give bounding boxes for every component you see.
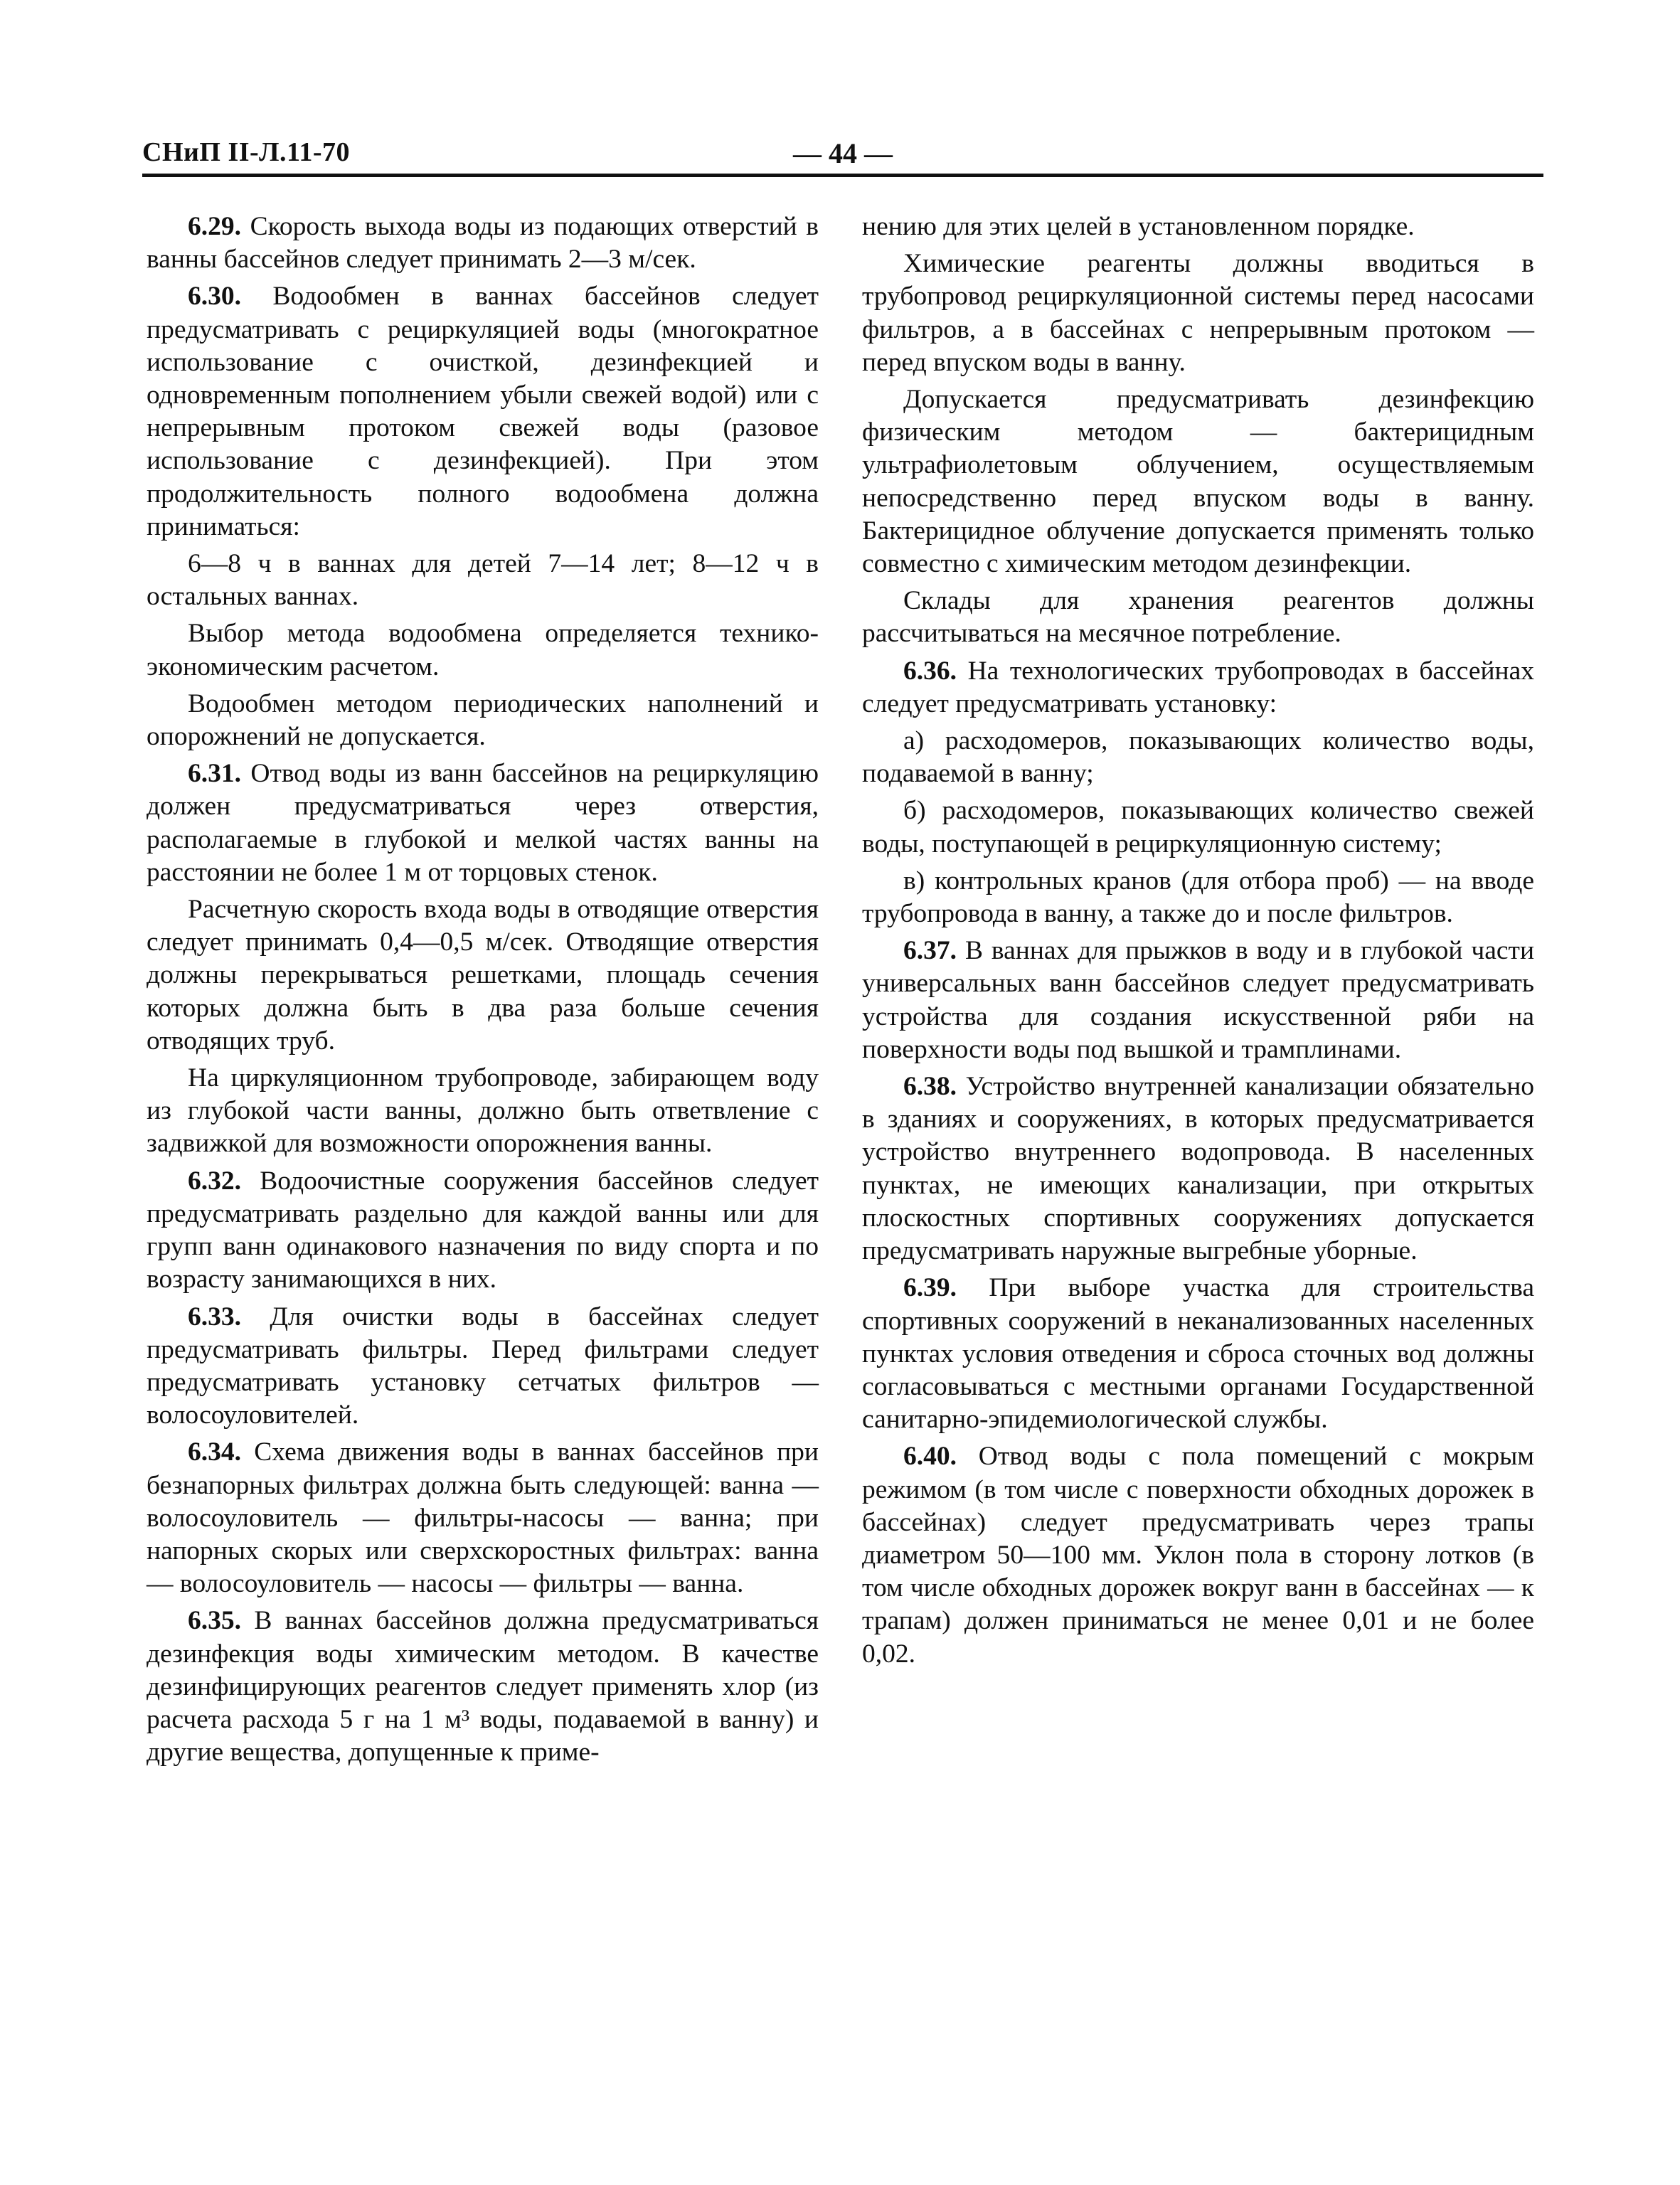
text-paragraph bbox=[862, 865, 1534, 930]
text-paragraph bbox=[147, 893, 819, 1058]
clause-number: 6.38. bbox=[903, 1072, 957, 1102]
clause-number: 6.29. bbox=[188, 212, 241, 241]
clause-number: 6.33. bbox=[188, 1302, 241, 1331]
clause-paragraph bbox=[147, 1605, 819, 1769]
paragraph-text: В ваннах для прыжков в воду и в глубокой части универсальных ванн бассейнов следует предусматривать устройства для создания искусственной ряби на поверхности воды под вышкой и трамплинами. bbox=[862, 936, 1535, 1064]
text-paragraph bbox=[862, 211, 1534, 243]
clause-number: 6.40. bbox=[903, 1442, 957, 1472]
clause-paragraph bbox=[147, 1436, 819, 1600]
paragraph-text: а) расходомеров, показывающих количество воды, подаваемой в ванну; bbox=[862, 726, 1534, 789]
text-paragraph bbox=[147, 688, 819, 753]
paragraph-text: Выбор метода водообмена определяется технико-экономическим расчетом. bbox=[147, 619, 819, 681]
paragraph-text: В ваннах бассейнов должна предусматриваться дезинфекция воды химическим методом. В качестве дезинфицирующих реагентов следует применять хлор (из расчета расхода 5 г на 1 м³ воды, подаваемой в ванну) и другие вещества, допущенные к приме- bbox=[147, 1606, 819, 1767]
text-paragraph bbox=[862, 725, 1534, 790]
text-paragraph bbox=[147, 617, 819, 683]
paragraph-text: Химические реагенты должны вводиться в трубопровод рециркуляционной системы перед насосами фильтров, а в бассейнах с непрерывным протоком — перед впуском воды в ванну. bbox=[862, 249, 1534, 377]
text-paragraph bbox=[147, 548, 819, 613]
clause-paragraph bbox=[147, 757, 819, 889]
clause-paragraph bbox=[147, 1301, 819, 1432]
paragraph-text: Для очистки воды в бассейнах следует предусматривать фильтры. Перед фильтрами следует предусматривать установку сетчатых фильтров — волосоуловителей. bbox=[147, 1302, 819, 1430]
paragraph-text: На технологических трубопроводах в бассейнах следует предусматривать установку: bbox=[862, 656, 1535, 718]
clause-paragraph bbox=[862, 1272, 1534, 1436]
clause-number: 6.32. bbox=[188, 1166, 241, 1196]
header-rule bbox=[142, 174, 1543, 177]
text-paragraph bbox=[147, 1062, 819, 1161]
clause-paragraph bbox=[147, 1165, 819, 1297]
paragraph-text: Расчетную скорость входа воды в отводящие отверстия следует принимать 0,4—0,5 м/сек. Отводящие отверстия должны перекрываться решетками, площадь сечения которых должна быть в два раза больше сечения отводящих труб. bbox=[147, 895, 819, 1056]
clause-number: 6.39. bbox=[903, 1273, 957, 1303]
text-paragraph bbox=[862, 585, 1534, 650]
clause-number: 6.35. bbox=[188, 1606, 241, 1636]
paragraph-text: б) расходомеров, показывающих количество свежей воды, поступающей в рециркуляционную систему; bbox=[862, 796, 1534, 858]
paragraph-text: нению для этих целей в установленном порядке. bbox=[862, 212, 1415, 241]
paragraph-text: Допускается предусматривать дезинфекцию физическим методом — бактерицидным ультрафиолетовым облучением, осуществляемым непосредственно перед впуском воды в ванну. Бактерицидное облучение допускается применять только совместно с химическим методом дезинфекции. bbox=[862, 385, 1534, 579]
clause-number: 6.37. bbox=[903, 936, 957, 966]
clause-paragraph bbox=[862, 1070, 1534, 1267]
paragraph-text: Схема движения воды в ваннах бассейнов при безнапорных фильтрах должна быть следующей: ванна — волосоуловитель — фильтры-насосы — ванна; при напорных скорых или сверхскоростных фильтрах: ванна — волосоуловитель — насосы — фильтры — ванна. bbox=[147, 1437, 819, 1599]
paragraph-text: 6—8 ч в ваннах для детей 7—14 лет; 8—12 ч в остальных ваннах. bbox=[147, 549, 819, 612]
paragraph-text: Отвод воды из ванн бассейнов на рециркуляцию должен предусматриваться через отверстия, располагаемые в глубокой и мелкой частях ванны на расстоянии не более 1 м от торцовых стенок. bbox=[147, 759, 819, 887]
clause-paragraph bbox=[147, 211, 819, 276]
text-paragraph bbox=[862, 248, 1534, 379]
paragraph-text: На циркуляционном трубопроводе, забирающем воду из глубокой части ванны, должно быть ответвление с задвижкой для возможности опорожнения ванны. bbox=[147, 1063, 819, 1159]
paragraph-text: Скорость выхода воды из подающих отверстий в ванны бассейнов следует принимать 2—3 м/сек. bbox=[147, 212, 819, 275]
clause-paragraph bbox=[147, 280, 819, 543]
clause-number: 6.31. bbox=[188, 759, 241, 789]
clause-number: 6.34. bbox=[188, 1437, 241, 1467]
clause-number: 6.30. bbox=[188, 282, 241, 312]
left-column bbox=[147, 211, 819, 1773]
clause-paragraph bbox=[862, 1440, 1534, 1670]
page-header bbox=[142, 137, 1543, 174]
paragraph-text: Водообмен методом периодических наполнений и опорожнений не допускается. bbox=[147, 689, 819, 752]
paragraph-text: Водообмен в ваннах бассейнов следует предусматривать с рециркуляцией воды (многократное использование с очисткой, дезинфекцией и одновременным пополнением убыли свежей водой) или с непрерывным протоком свежей воды (разовое использование с дезинфекцией). При этом продолжительность полного водообмена должна приниматься: bbox=[147, 282, 819, 541]
right-column bbox=[862, 211, 1534, 1675]
clause-number: 6.36. bbox=[903, 656, 957, 686]
page-number: — 44 — bbox=[793, 137, 893, 169]
text-paragraph bbox=[862, 383, 1534, 580]
paragraph-text: При выборе участка для строительства спортивных сооружений в неканализованных населенных пунктах условия отведения и сброса сточных вод должны согласовываться с местными органами Государственной санитарно-эпидемиологической службы. bbox=[862, 1273, 1534, 1435]
text-paragraph bbox=[862, 794, 1534, 860]
clause-paragraph bbox=[862, 935, 1534, 1066]
paragraph-text: Устройство внутренней канализации обязательно в зданиях и сооружениях, в которых предусматривается устройство внутреннего водопровода. В населенных пунктах, не имеющих канализации, при открытых плоскостных спортивных сооружениях допускается предусматривать наружные выгребные уборные. bbox=[862, 1072, 1535, 1266]
paragraph-text: Склады для хранения реагентов должны рассчитываться на месячное потребление. bbox=[862, 586, 1534, 649]
document-code: СНиП II-Л.11-70 bbox=[142, 137, 351, 167]
paragraph-text: в) контрольных кранов (для отбора проб) — на вводе трубопровода в ванну, а также до и после фильтров. bbox=[862, 866, 1534, 929]
paragraph-text: Водоочистные сооружения бассейнов следует предусматривать раздельно для каждой ванны или для групп ванн одинакового назначения по виду спорта и по возрасту занимающихся в них. bbox=[147, 1166, 819, 1294]
paragraph-text: Отвод воды с пола помещений с мокрым режимом (в том числе с поверхности обходных дорожек в бассейнах) следует предусматривать через трапы диаметром 50—100 мм. Уклон пола в сторону лотков (в том числе обходных дорожек вокруг ванн в бассейнах — к трапам) должен приниматься не менее 0,01 и не более 0,02. bbox=[862, 1442, 1535, 1669]
clause-paragraph bbox=[862, 655, 1534, 721]
